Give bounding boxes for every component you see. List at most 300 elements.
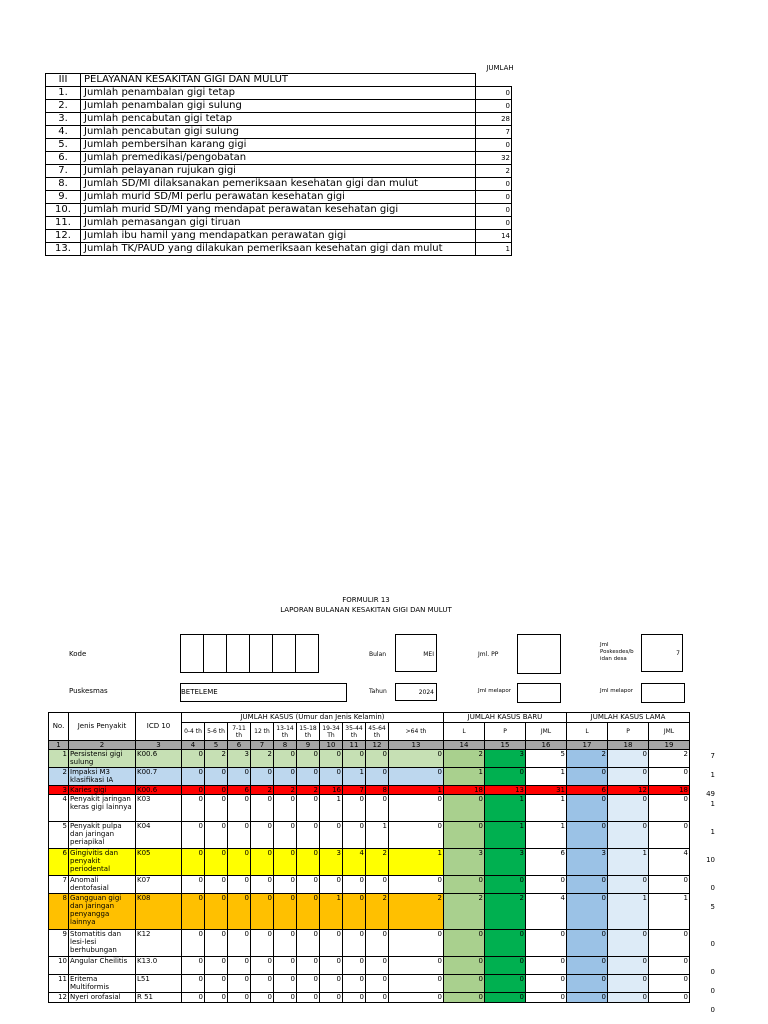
age-cell[interactable]: 0 bbox=[182, 849, 205, 876]
age-cell[interactable]: 0 bbox=[274, 849, 297, 876]
age-cell[interactable]: 0 bbox=[343, 957, 366, 975]
lama-cell[interactable]: 2 bbox=[649, 750, 690, 768]
age-cell[interactable]: 0 bbox=[251, 876, 274, 894]
baru-cell[interactable]: 3 bbox=[444, 849, 485, 876]
disease-no: 5 bbox=[49, 822, 69, 849]
age-cell[interactable]: 1 bbox=[343, 768, 366, 786]
jml-melapor2-field[interactable] bbox=[641, 683, 685, 703]
jml-poskesdes-field[interactable]: 7 bbox=[641, 634, 683, 672]
age-cell[interactable]: 2 bbox=[251, 750, 274, 768]
jml-melapor2-label: Jml melapor bbox=[600, 688, 634, 694]
baru-cell[interactable]: 1 bbox=[526, 795, 567, 822]
age-cell[interactable]: 0 bbox=[182, 975, 205, 993]
age-cell[interactable]: 0 bbox=[274, 894, 297, 930]
row-total: 0 bbox=[710, 1006, 715, 1014]
baru-cell[interactable]: 3 bbox=[485, 849, 526, 876]
header-age: 35-44 th bbox=[343, 723, 366, 741]
age-cell[interactable]: 0 bbox=[343, 993, 366, 1003]
disease-name: Anomali dentofasial bbox=[69, 876, 136, 894]
age-cell[interactable]: 0 bbox=[389, 876, 444, 894]
lama-cell[interactable]: 0 bbox=[567, 993, 608, 1003]
jml-melapor-label: Jml melapor bbox=[478, 688, 512, 694]
age-cell[interactable]: 0 bbox=[343, 822, 366, 849]
lama-cell[interactable]: 2 bbox=[567, 750, 608, 768]
disease-no: 10 bbox=[49, 957, 69, 975]
service-row bbox=[46, 191, 512, 204]
disease-icd: K00.6 bbox=[136, 786, 182, 795]
disease-row bbox=[49, 822, 690, 849]
age-cell[interactable]: 0 bbox=[205, 768, 228, 786]
column-index: 16 bbox=[526, 741, 567, 750]
jml-melapor-field[interactable] bbox=[517, 683, 561, 703]
baru-cell[interactable]: 31 bbox=[526, 786, 567, 795]
age-cell[interactable]: 0 bbox=[297, 795, 320, 822]
service-row bbox=[46, 165, 512, 178]
age-cell[interactable]: 0 bbox=[251, 993, 274, 1003]
lama-cell[interactable]: 0 bbox=[608, 750, 649, 768]
disease-name: Impaksi M3 klasifikasi IA bbox=[69, 768, 136, 786]
baru-cell[interactable]: 0 bbox=[444, 795, 485, 822]
disease-icd: R 51 bbox=[136, 993, 182, 1003]
age-cell[interactable]: 0 bbox=[205, 930, 228, 957]
age-cell[interactable]: 0 bbox=[228, 894, 251, 930]
age-cell[interactable]: 2 bbox=[366, 894, 389, 930]
service-label: Jumlah pembersihan karang gigi bbox=[81, 139, 476, 152]
service-number: 12. bbox=[46, 230, 81, 243]
age-cell[interactable]: 0 bbox=[320, 957, 343, 975]
age-cell[interactable]: 2 bbox=[251, 786, 274, 795]
age-cell[interactable]: 0 bbox=[228, 957, 251, 975]
age-cell[interactable]: 0 bbox=[274, 876, 297, 894]
age-cell[interactable]: 2 bbox=[389, 894, 444, 930]
service-number: 7. bbox=[46, 165, 81, 178]
lama-cell[interactable]: 0 bbox=[608, 957, 649, 975]
baru-cell[interactable]: 1 bbox=[485, 822, 526, 849]
age-cell[interactable]: 0 bbox=[297, 975, 320, 993]
column-index: 2 bbox=[69, 741, 136, 750]
header-no: No. bbox=[49, 713, 69, 741]
row-total: 0 bbox=[710, 987, 715, 995]
age-cell[interactable]: 2 bbox=[205, 750, 228, 768]
kode-box[interactable] bbox=[180, 634, 204, 673]
kode-boxes[interactable] bbox=[180, 634, 319, 672]
header-age: 5-6 th bbox=[205, 723, 228, 741]
age-cell[interactable]: 0 bbox=[205, 822, 228, 849]
age-cell[interactable]: 0 bbox=[205, 876, 228, 894]
age-cell[interactable]: 0 bbox=[182, 768, 205, 786]
lama-cell[interactable]: 0 bbox=[649, 993, 690, 1003]
disease-no: 11 bbox=[49, 975, 69, 993]
age-cell[interactable]: 0 bbox=[343, 975, 366, 993]
age-cell[interactable]: 0 bbox=[320, 768, 343, 786]
baru-cell[interactable]: 0 bbox=[444, 930, 485, 957]
age-cell[interactable]: 0 bbox=[228, 993, 251, 1003]
service-value: 0 bbox=[476, 191, 512, 204]
age-cell[interactable]: 0 bbox=[366, 876, 389, 894]
age-cell[interactable]: 0 bbox=[297, 957, 320, 975]
disease-icd: L51 bbox=[136, 975, 182, 993]
age-cell[interactable]: 0 bbox=[228, 822, 251, 849]
age-cell[interactable]: 7 bbox=[343, 786, 366, 795]
age-cell[interactable]: 0 bbox=[182, 993, 205, 1003]
disease-name: Nyeri orofasial bbox=[69, 993, 136, 1003]
service-label: Jumlah pelayanan rujukan gigi bbox=[81, 165, 476, 178]
lama-cell[interactable]: 0 bbox=[649, 795, 690, 822]
age-cell[interactable]: 0 bbox=[182, 957, 205, 975]
disease-name: Karies gigi bbox=[69, 786, 136, 795]
jml-pp-field[interactable] bbox=[517, 634, 561, 674]
baru-cell[interactable]: 0 bbox=[485, 930, 526, 957]
section-value-blank bbox=[476, 74, 512, 87]
lama-cell[interactable]: 1 bbox=[608, 849, 649, 876]
column-index: 13 bbox=[389, 741, 444, 750]
age-cell[interactable]: 0 bbox=[228, 930, 251, 957]
column-index: 7 bbox=[251, 741, 274, 750]
service-value: 14 bbox=[476, 230, 512, 243]
disease-no: 2 bbox=[49, 768, 69, 786]
age-cell[interactable]: 0 bbox=[343, 876, 366, 894]
baru-cell[interactable]: 0 bbox=[485, 768, 526, 786]
lama-cell[interactable]: 1 bbox=[649, 894, 690, 930]
age-cell[interactable]: 0 bbox=[251, 795, 274, 822]
age-cell[interactable]: 0 bbox=[297, 849, 320, 876]
baru-cell[interactable]: 0 bbox=[526, 975, 567, 993]
age-cell[interactable]: 4 bbox=[343, 849, 366, 876]
age-cell[interactable]: 0 bbox=[205, 957, 228, 975]
service-label: Jumlah penambalan gigi tetap bbox=[81, 87, 476, 100]
lama-cell[interactable]: 0 bbox=[608, 975, 649, 993]
service-row bbox=[46, 139, 512, 152]
column-index: 5 bbox=[205, 741, 228, 750]
kode-box[interactable] bbox=[250, 634, 273, 673]
service-row bbox=[46, 100, 512, 113]
row-total: 0 bbox=[710, 884, 715, 892]
age-cell[interactable]: 0 bbox=[182, 786, 205, 795]
service-label: Jumlah TK/PAUD yang dilakukan pemeriksaan kesehatan gigi dan mulut bbox=[81, 243, 476, 256]
service-row bbox=[46, 243, 512, 256]
lama-cell[interactable]: 3 bbox=[567, 849, 608, 876]
service-label: Jumlah premedikasi/pengobatan bbox=[81, 152, 476, 165]
age-cell[interactable]: 0 bbox=[389, 822, 444, 849]
lama-cell[interactable]: 0 bbox=[649, 957, 690, 975]
column-index: 10 bbox=[320, 741, 343, 750]
baru-cell[interactable]: 0 bbox=[444, 957, 485, 975]
baru-cell[interactable]: 1 bbox=[444, 768, 485, 786]
age-cell[interactable]: 6 bbox=[228, 786, 251, 795]
lama-cell[interactable]: 0 bbox=[649, 930, 690, 957]
baru-cell[interactable]: 2 bbox=[444, 894, 485, 930]
age-cell[interactable]: 0 bbox=[366, 957, 389, 975]
age-cell[interactable]: 0 bbox=[182, 930, 205, 957]
age-cell[interactable]: 8 bbox=[366, 786, 389, 795]
age-cell[interactable]: 0 bbox=[389, 993, 444, 1003]
lama-cell[interactable]: 0 bbox=[608, 993, 649, 1003]
baru-cell[interactable]: 0 bbox=[444, 975, 485, 993]
age-cell[interactable]: 0 bbox=[182, 795, 205, 822]
age-cell[interactable]: 0 bbox=[182, 876, 205, 894]
age-cell[interactable]: 0 bbox=[366, 750, 389, 768]
service-label: Jumlah penambalan gigi sulung bbox=[81, 100, 476, 113]
service-value: 32 bbox=[476, 152, 512, 165]
age-cell[interactable]: 0 bbox=[343, 750, 366, 768]
age-cell[interactable]: 0 bbox=[274, 930, 297, 957]
age-cell[interactable]: 0 bbox=[205, 975, 228, 993]
disease-no: 7 bbox=[49, 876, 69, 894]
age-cell[interactable]: 0 bbox=[251, 894, 274, 930]
age-cell[interactable]: 0 bbox=[320, 876, 343, 894]
header-age: 15-18 th bbox=[297, 723, 320, 741]
baru-cell[interactable]: 2 bbox=[485, 894, 526, 930]
baru-cell[interactable]: 0 bbox=[526, 876, 567, 894]
kode-box[interactable] bbox=[227, 634, 250, 673]
lama-cell[interactable]: 0 bbox=[608, 768, 649, 786]
age-cell[interactable]: 0 bbox=[205, 786, 228, 795]
service-number: 2. bbox=[46, 100, 81, 113]
age-cell[interactable]: 0 bbox=[182, 750, 205, 768]
baru-cell[interactable]: 13 bbox=[485, 786, 526, 795]
disease-row bbox=[49, 894, 690, 930]
age-cell[interactable]: 1 bbox=[366, 822, 389, 849]
age-cell[interactable]: 2 bbox=[297, 786, 320, 795]
age-cell[interactable]: 0 bbox=[297, 750, 320, 768]
baru-cell[interactable]: 0 bbox=[444, 822, 485, 849]
baru-cell[interactable]: 18 bbox=[444, 786, 485, 795]
age-cell[interactable]: 0 bbox=[297, 876, 320, 894]
disease-icd: K04 bbox=[136, 822, 182, 849]
service-number: 9. bbox=[46, 191, 81, 204]
age-cell[interactable]: 0 bbox=[228, 795, 251, 822]
age-cell[interactable]: 0 bbox=[274, 768, 297, 786]
lama-cell[interactable]: 0 bbox=[567, 930, 608, 957]
service-value: 0 bbox=[476, 204, 512, 217]
lama-cell[interactable]: 0 bbox=[567, 822, 608, 849]
baru-cell[interactable]: 6 bbox=[526, 849, 567, 876]
header-baru-1: P bbox=[485, 723, 526, 741]
age-cell[interactable]: 0 bbox=[228, 849, 251, 876]
kode-box[interactable] bbox=[273, 634, 296, 673]
age-cell[interactable]: 0 bbox=[274, 750, 297, 768]
header-lama-2: JML bbox=[649, 723, 690, 741]
baru-cell[interactable]: 0 bbox=[485, 993, 526, 1003]
age-cell[interactable]: 2 bbox=[274, 786, 297, 795]
disease-no: 4 bbox=[49, 795, 69, 822]
age-cell[interactable]: 0 bbox=[205, 993, 228, 1003]
row-total: 10 bbox=[706, 856, 715, 864]
lama-cell[interactable]: 0 bbox=[649, 768, 690, 786]
lama-cell[interactable]: 0 bbox=[608, 930, 649, 957]
row-total: 5 bbox=[710, 903, 715, 911]
baru-cell[interactable]: 0 bbox=[485, 876, 526, 894]
header-baru-2: JML bbox=[526, 723, 567, 741]
disease-name: Persistensi gigi sulung bbox=[69, 750, 136, 768]
lama-cell[interactable]: 0 bbox=[567, 957, 608, 975]
service-label: Jumlah pemasangan gigi tiruan bbox=[81, 217, 476, 230]
service-value: 0 bbox=[476, 100, 512, 113]
baru-cell[interactable]: 0 bbox=[526, 957, 567, 975]
baru-cell[interactable]: 4 bbox=[526, 894, 567, 930]
disease-no: 8 bbox=[49, 894, 69, 930]
lama-cell[interactable]: 12 bbox=[608, 786, 649, 795]
age-cell[interactable]: 0 bbox=[320, 993, 343, 1003]
service-label: Jumlah SD/MI dilaksanakan pemeriksaan kesehatan gigi dan mulut bbox=[81, 178, 476, 191]
column-index: 6 bbox=[228, 741, 251, 750]
kode-box[interactable] bbox=[296, 634, 319, 673]
jml-pp-label: Jml. PP bbox=[478, 651, 499, 658]
lama-cell[interactable]: 0 bbox=[567, 768, 608, 786]
header-lama-0: L bbox=[567, 723, 608, 741]
baru-cell[interactable]: 0 bbox=[485, 957, 526, 975]
age-cell[interactable]: 0 bbox=[343, 795, 366, 822]
service-row bbox=[46, 152, 512, 165]
lama-cell[interactable]: 0 bbox=[608, 822, 649, 849]
services-table bbox=[45, 73, 512, 256]
age-cell[interactable]: 0 bbox=[343, 930, 366, 957]
disease-icd: K05 bbox=[136, 849, 182, 876]
kode-label: Kode bbox=[69, 650, 87, 658]
service-label: Jumlah murid SD/MI perlu perawatan kesehatan gigi bbox=[81, 191, 476, 204]
disease-row bbox=[49, 768, 690, 786]
disease-no: 3 bbox=[49, 786, 69, 795]
age-cell[interactable]: 0 bbox=[366, 768, 389, 786]
baru-cell[interactable]: 0 bbox=[444, 993, 485, 1003]
baru-cell[interactable]: 5 bbox=[526, 750, 567, 768]
age-cell[interactable]: 0 bbox=[320, 750, 343, 768]
lama-cell[interactable]: 0 bbox=[608, 795, 649, 822]
age-cell[interactable]: 0 bbox=[251, 822, 274, 849]
age-cell[interactable]: 0 bbox=[251, 957, 274, 975]
disease-row bbox=[49, 993, 690, 1003]
column-index: 4 bbox=[182, 741, 205, 750]
row-total: 7 bbox=[710, 752, 715, 760]
age-cell[interactable]: 0 bbox=[320, 975, 343, 993]
lama-cell[interactable]: 0 bbox=[608, 876, 649, 894]
age-cell[interactable]: 1 bbox=[320, 795, 343, 822]
age-cell[interactable]: 0 bbox=[320, 822, 343, 849]
header-kasus-lama: JUMLAH KASUS LAMA bbox=[567, 713, 690, 723]
age-cell[interactable]: 0 bbox=[228, 876, 251, 894]
bulan-field[interactable]: MEI bbox=[395, 634, 437, 672]
age-cell[interactable]: 0 bbox=[297, 993, 320, 1003]
kode-box[interactable] bbox=[204, 634, 227, 673]
baru-cell[interactable]: 0 bbox=[485, 975, 526, 993]
age-cell[interactable]: 0 bbox=[182, 894, 205, 930]
age-cell[interactable]: 1 bbox=[389, 849, 444, 876]
puskesmas-field[interactable]: BETELEME bbox=[180, 683, 347, 702]
lama-cell[interactable]: 1 bbox=[608, 894, 649, 930]
age-cell[interactable]: 2 bbox=[366, 849, 389, 876]
age-cell[interactable]: 1 bbox=[389, 786, 444, 795]
header-jenis: Jenis Penyakit bbox=[69, 713, 136, 741]
age-cell[interactable]: 0 bbox=[274, 993, 297, 1003]
age-cell[interactable]: 16 bbox=[320, 786, 343, 795]
disease-row bbox=[49, 957, 690, 975]
age-cell[interactable]: 0 bbox=[251, 930, 274, 957]
age-cell[interactable]: 0 bbox=[182, 822, 205, 849]
column-index: 18 bbox=[608, 741, 649, 750]
age-cell[interactable]: 0 bbox=[297, 894, 320, 930]
column-index: 3 bbox=[136, 741, 182, 750]
age-cell[interactable]: 0 bbox=[297, 768, 320, 786]
disease-icd: K00.7 bbox=[136, 768, 182, 786]
disease-icd: K08 bbox=[136, 894, 182, 930]
age-cell[interactable]: 0 bbox=[366, 930, 389, 957]
age-cell[interactable]: 0 bbox=[274, 822, 297, 849]
row-total: 0 bbox=[710, 940, 715, 948]
service-label: Jumlah ibu hamil yang mendapatkan perawatan gigi bbox=[81, 230, 476, 243]
service-number: 4. bbox=[46, 126, 81, 139]
age-cell[interactable]: 0 bbox=[251, 768, 274, 786]
tahun-field[interactable]: 2024 bbox=[395, 683, 437, 701]
age-cell[interactable]: 0 bbox=[366, 975, 389, 993]
age-cell[interactable]: 0 bbox=[366, 993, 389, 1003]
service-number: 8. bbox=[46, 178, 81, 191]
age-cell[interactable]: 0 bbox=[228, 975, 251, 993]
age-cell[interactable]: 0 bbox=[389, 795, 444, 822]
lama-cell[interactable]: 0 bbox=[567, 795, 608, 822]
lama-cell[interactable]: 18 bbox=[649, 786, 690, 795]
baru-cell[interactable]: 0 bbox=[526, 993, 567, 1003]
age-cell[interactable]: 0 bbox=[389, 930, 444, 957]
age-cell[interactable]: 0 bbox=[389, 975, 444, 993]
age-cell[interactable]: 0 bbox=[320, 930, 343, 957]
age-cell[interactable]: 0 bbox=[389, 750, 444, 768]
age-cell[interactable]: 3 bbox=[320, 849, 343, 876]
age-cell[interactable]: 0 bbox=[205, 849, 228, 876]
lama-cell[interactable]: 0 bbox=[649, 975, 690, 993]
age-cell[interactable]: 0 bbox=[366, 795, 389, 822]
baru-cell[interactable]: 1 bbox=[526, 768, 567, 786]
lama-cell[interactable]: 0 bbox=[649, 822, 690, 849]
baru-cell[interactable]: 2 bbox=[444, 750, 485, 768]
service-row bbox=[46, 126, 512, 139]
row-total: 1 bbox=[710, 771, 715, 779]
age-cell[interactable]: 0 bbox=[274, 957, 297, 975]
age-cell[interactable]: 0 bbox=[297, 930, 320, 957]
lama-cell[interactable]: 0 bbox=[567, 894, 608, 930]
baru-cell[interactable]: 0 bbox=[526, 930, 567, 957]
age-cell[interactable]: 1 bbox=[320, 894, 343, 930]
lama-cell[interactable]: 0 bbox=[567, 876, 608, 894]
age-cell[interactable]: 0 bbox=[228, 768, 251, 786]
age-cell[interactable]: 3 bbox=[228, 750, 251, 768]
age-cell[interactable]: 0 bbox=[297, 822, 320, 849]
baru-cell[interactable]: 0 bbox=[444, 876, 485, 894]
baru-cell[interactable]: 1 bbox=[526, 822, 567, 849]
header-kasus-baru: JUMLAH KASUS BARU bbox=[444, 713, 567, 723]
lama-cell[interactable]: 6 bbox=[567, 786, 608, 795]
age-cell[interactable]: 0 bbox=[389, 957, 444, 975]
lama-cell[interactable]: 0 bbox=[567, 975, 608, 993]
age-cell[interactable]: 0 bbox=[251, 975, 274, 993]
baru-cell[interactable]: 3 bbox=[485, 750, 526, 768]
age-cell[interactable]: 0 bbox=[343, 894, 366, 930]
age-cell[interactable]: 0 bbox=[389, 768, 444, 786]
disease-name: Gangguan gigi dan jaringan penyangga lainnya bbox=[69, 894, 136, 930]
lama-cell[interactable]: 0 bbox=[649, 876, 690, 894]
baru-cell[interactable]: 1 bbox=[485, 795, 526, 822]
service-row bbox=[46, 178, 512, 191]
age-cell[interactable]: 0 bbox=[274, 795, 297, 822]
age-cell[interactable]: 0 bbox=[205, 894, 228, 930]
lama-cell[interactable]: 4 bbox=[649, 849, 690, 876]
disease-row bbox=[49, 750, 690, 768]
section-title: PELAYANAN KESAKITAN GIGI DAN MULUT bbox=[81, 74, 476, 87]
tahun-label: Tahun bbox=[369, 688, 387, 695]
age-cell[interactable]: 0 bbox=[274, 975, 297, 993]
age-cell[interactable]: 0 bbox=[251, 849, 274, 876]
age-cell[interactable]: 0 bbox=[205, 795, 228, 822]
service-number: 13. bbox=[46, 243, 81, 256]
